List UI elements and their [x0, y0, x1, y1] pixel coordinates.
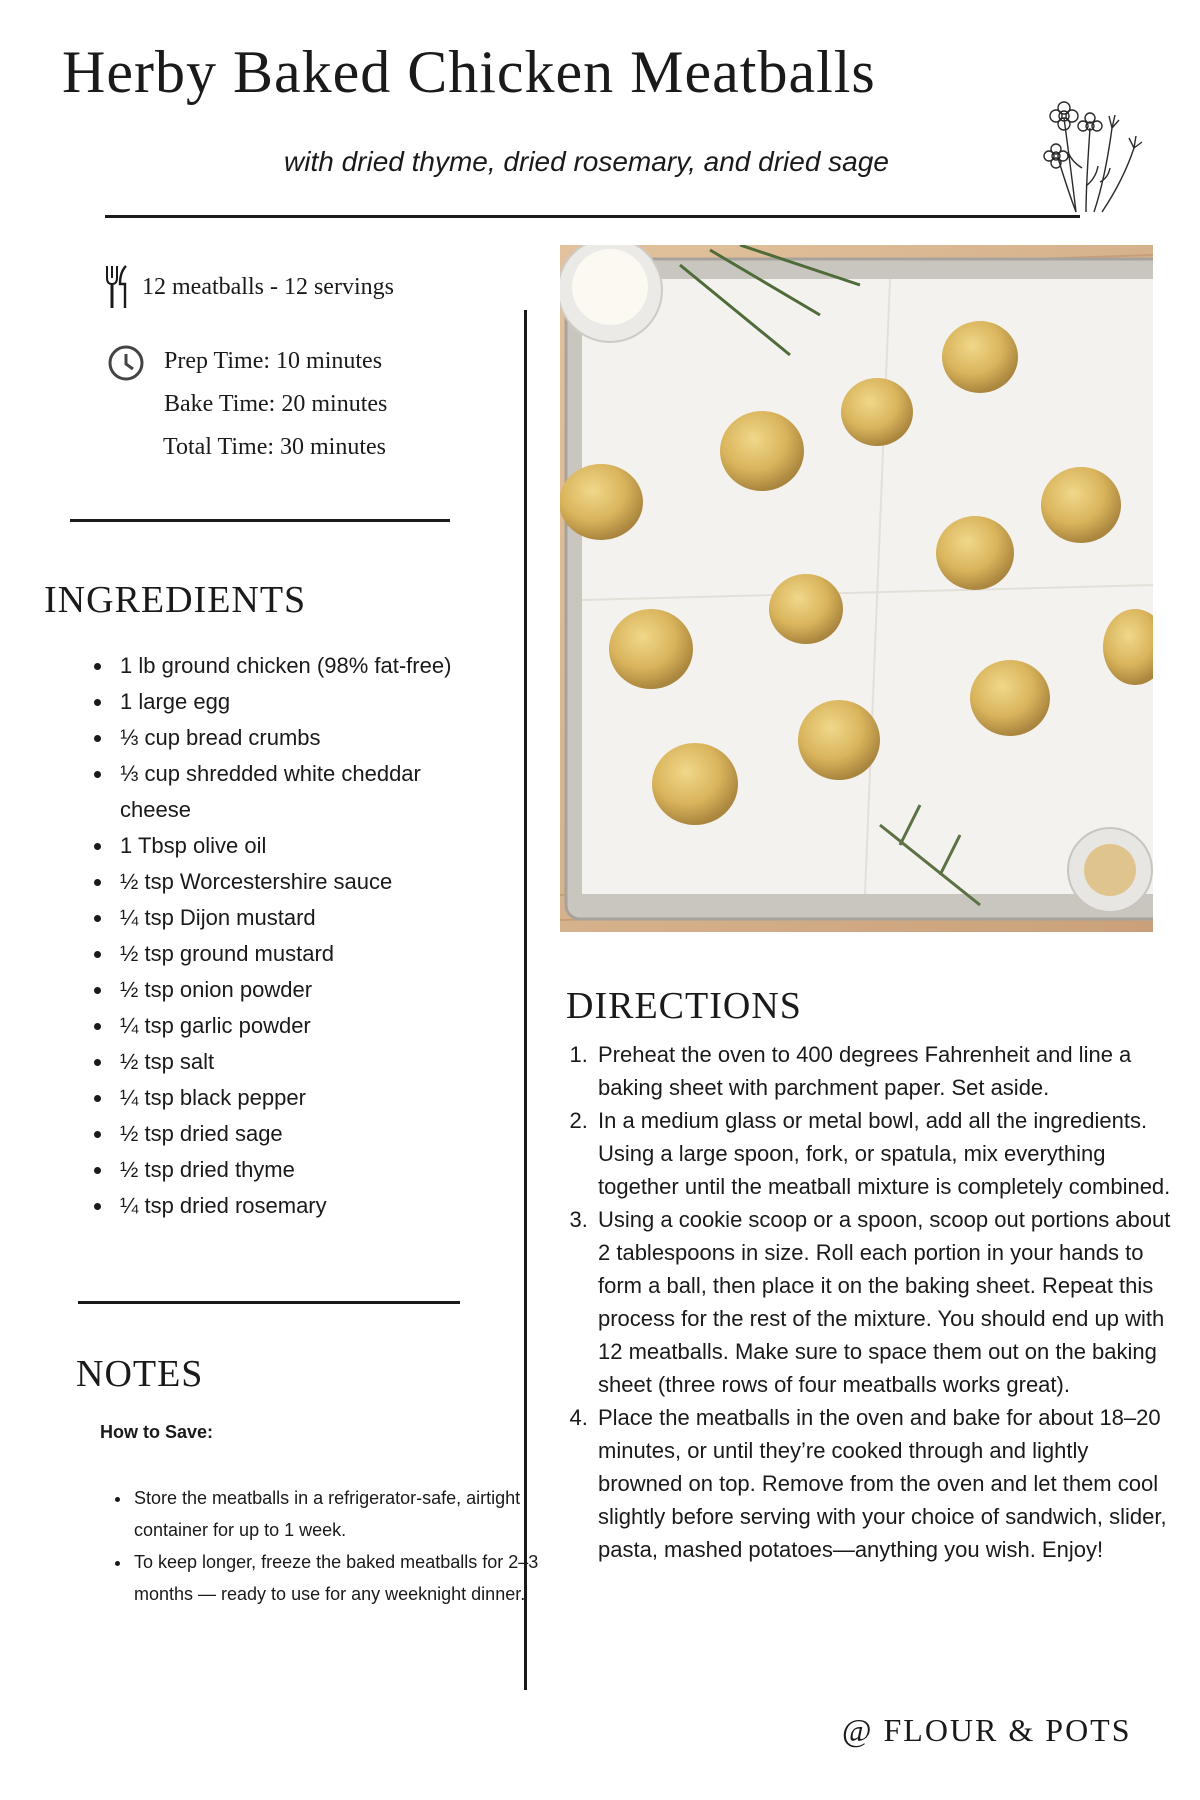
notes-subheading: How to Save:	[100, 1422, 214, 1442]
meatball	[769, 574, 843, 644]
notes-heading: NOTES	[76, 1353, 204, 1395]
directions-heading: DIRECTIONS	[566, 985, 802, 1027]
meatballs-photo	[560, 245, 1153, 932]
ingredient-item: • ½ tsp salt	[114, 1044, 544, 1080]
sour-cream-bowl	[560, 245, 662, 342]
prep-time: Prep Time: 10 minutes	[164, 348, 383, 374]
note-item: • Store the meatballs in a refrigerator-safe, airtight container for up to 1 week.	[132, 1482, 552, 1546]
meatball	[560, 464, 643, 540]
ingredient-item: • ¼ tsp dried rosemary	[114, 1188, 544, 1224]
fork-knife-icon	[104, 264, 130, 310]
spice-bowl	[1068, 828, 1152, 912]
ingredients-list	[76, 648, 544, 1224]
meatball	[936, 516, 1014, 590]
brand-credit: @ FLOUR & POTS	[842, 1712, 1132, 1748]
header-divider	[105, 215, 1080, 218]
meatball	[798, 700, 880, 780]
meatball	[942, 321, 1018, 393]
clock-icon	[107, 344, 145, 382]
meatball	[652, 743, 738, 825]
ingredient-item: • 1 lb ground chicken (98% fat-free)	[114, 648, 544, 684]
ingredient-item: • ½ tsp ground mustard	[114, 936, 544, 972]
yield-text: 12 meatballs - 12 servings	[142, 274, 394, 300]
total-time: Total Time: 30 minutes	[163, 434, 387, 460]
note-item: • To keep longer, freeze the baked meatballs for 2–3 months — ready to use for any weeknight dinner.	[132, 1546, 552, 1610]
ingredient-item: • ½ tsp dried thyme	[114, 1152, 544, 1188]
ingredient-item: • ¼ tsp Dijon mustard	[114, 900, 544, 936]
bake-time: Bake Time: 20 minutes	[164, 391, 388, 417]
ingredient-item: • 1 Tbsp olive oil	[114, 828, 544, 864]
recipe-subtitle: with dried thyme, dried rosemary, and dried sage	[284, 146, 889, 177]
ingredient-item: • ¼ tsp black pepper	[114, 1080, 544, 1116]
directions-list	[566, 1038, 1174, 1566]
ingredient-item: • ½ tsp Worcestershire sauce	[114, 864, 544, 900]
direction-step: 4. Place the meatballs in the oven and bake for about 18–20 minutes, or until they’re cooked through and lightly browned on top. Remove from the oven and let them cool slightly before serving with your choice of sandwich, slider, pasta, mashed potatoes—anything you wish. Enjoy!	[594, 1401, 1174, 1566]
recipe-title: Herby Baked Chicken Meatballs	[62, 39, 876, 105]
ingredients-heading: INGREDIENTS	[44, 579, 307, 621]
meatball	[720, 411, 804, 491]
ingredient-item: • ½ tsp dried sage	[114, 1116, 544, 1152]
meatball	[1041, 467, 1121, 543]
meatball	[970, 660, 1050, 736]
wildflower-icon	[1042, 98, 1152, 214]
meatball	[609, 609, 693, 689]
ingredients-divider	[78, 1301, 460, 1304]
meatball	[841, 378, 913, 446]
notes-list	[90, 1482, 552, 1610]
ingredient-item: • ¼ tsp garlic powder	[114, 1008, 544, 1044]
meta-divider	[70, 519, 450, 522]
ingredient-item: • ⅓ cup shredded white cheddar cheese	[114, 756, 460, 828]
direction-step: 3. Using a cookie scoop or a spoon, scoop out portions about 2 tablespoons in size. Roll each portion in your hands to form a ball, then place it on the baking sheet. Repeat this process for the rest of the mixture. You should end up with 12 meatballs. Make sure to space them out on the baking sheet (three rows of four meatballs works great).	[594, 1203, 1174, 1401]
ingredient-item: • 1 large egg	[114, 684, 544, 720]
ingredient-item: • ½ tsp onion powder	[114, 972, 544, 1008]
direction-step: 2. In a medium glass or metal bowl, add all the ingredients. Using a large spoon, fork, or spatula, mix everything together until the meatball mixture is completely combined.	[594, 1104, 1174, 1203]
direction-step: 1. Preheat the oven to 400 degrees Fahrenheit and line a baking sheet with parchment paper. Set aside.	[594, 1038, 1174, 1104]
ingredient-item: • ⅓ cup bread crumbs	[114, 720, 544, 756]
